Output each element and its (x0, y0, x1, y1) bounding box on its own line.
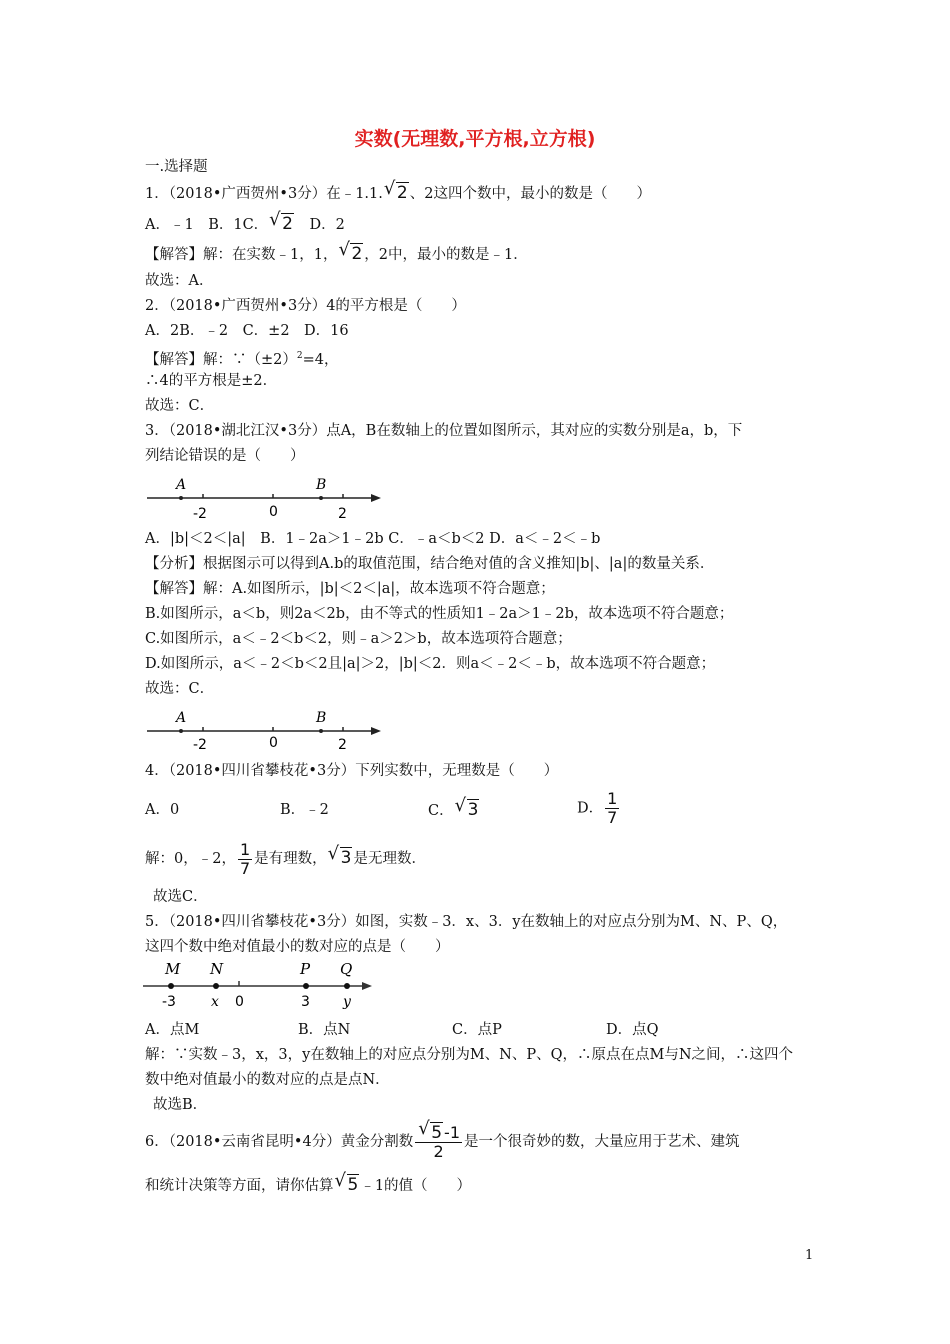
q2-answer-2: ∴4的平方根是±2． (145, 373, 278, 389)
q3-choice: 故选：C． (145, 681, 215, 697)
point-b (319, 496, 323, 500)
q1-options (145, 209, 345, 235)
tick-label-x: x (211, 994, 219, 1010)
label-q: Q (340, 960, 353, 978)
q4-ans-a: 解：0，﹣2， (145, 851, 236, 867)
sqrt-symbol: √ 2 (338, 239, 363, 264)
q4-opt-c-label: C． (428, 803, 454, 819)
q3-solution-2: B.如图所示，a＜b，则2a＜2b，由不等式的性质知1﹣2a＞1﹣2b，故本选项不符合题意； (145, 606, 734, 622)
point-n (213, 983, 219, 989)
sqrt-symbol: √ 2 (269, 209, 293, 234)
sqrt-arg: 5 (431, 1122, 443, 1143)
q5-opt-b: B．点N (298, 1022, 351, 1038)
frac-den: 7 (239, 858, 251, 878)
section-heading: 一.选择题 (145, 159, 208, 175)
q2-choice: 故选：C． (145, 398, 215, 414)
tick-label-0: 0 (269, 504, 278, 520)
label-n: N (210, 960, 224, 978)
q4-opt-d-label: D． (577, 800, 604, 817)
q4-stem: 4．（2018•四川省攀枝花•3分）下列实数中，无理数是（ ） (145, 763, 559, 779)
q5-choice: 故选B． (153, 1097, 208, 1113)
q5-stem-1: 5．（2018•四川省攀枝花•3分）如图，实数﹣3．x、3．y在数轴上的对应点分别为M、N、P、Q， (145, 914, 788, 930)
q5-solution-2: 数中绝对值最小的数对应的点是点N． (145, 1072, 390, 1088)
sqrt-arg: 2 (282, 214, 293, 234)
q2-ans-a: 【解答】解：∵（±2） (145, 351, 297, 368)
tick-label-neg2: -2 (193, 737, 207, 753)
page-number: 1 (805, 1248, 814, 1263)
q4-opt-c (428, 795, 480, 821)
q2-answer (145, 346, 338, 370)
fraction (238, 841, 252, 878)
q1-opt-b: D．2 (295, 217, 345, 233)
label-a: A (176, 477, 187, 493)
q5-opt-d: D．点Q (606, 1022, 659, 1038)
point-m (168, 983, 174, 989)
q2-stem: 2．（2018•广西贺州•3分）4的平方根是（ ） (145, 298, 466, 314)
sqrt-arg: 3 (467, 800, 479, 820)
frac-num-tail: -1 (444, 1122, 460, 1142)
q3-options: A．|b|＜2＜|a| B．1﹣2a＞1﹣2b C．﹣a＜b＜2 D．a＜﹣2＜﹣b (145, 531, 601, 547)
sqrt-symbol: √ 2 (383, 178, 408, 203)
q1-stem-a: 1．（2018•广西贺州•3分）在﹣1.1. (145, 186, 383, 202)
q6-stem-b: 是一个很奇妙的数，大量应用于艺术、建筑 (464, 1134, 740, 1150)
sqrt-symbol: √ 5 (418, 1117, 443, 1143)
sqrt-arg: 5 (347, 1175, 359, 1195)
point-a (179, 729, 183, 733)
sqrt-symbol: √ 5 (334, 1170, 359, 1195)
q6-stem2-b: ﹣1的值（ ） (360, 1178, 472, 1194)
frac-num: 1 (607, 789, 618, 808)
tick-label-2: 2 (338, 506, 347, 522)
q2-ans-b: =4， (302, 351, 339, 368)
q4-opt-a: A．0 (145, 802, 180, 818)
q1-ans-b: ，2中，最小的数是﹣1． (364, 247, 528, 263)
q1-stem (145, 178, 651, 204)
q6-stem-a: 6．（2018•云南省昆明•4分）黄金分割数 (145, 1134, 414, 1150)
tick-label-neg3: -3 (162, 994, 176, 1010)
q1-choice: 故选：A． (145, 273, 214, 289)
tick-label-0: 0 (235, 994, 244, 1010)
q5-solution-1: 解：∵实数﹣3，x，3，y在数轴上的对应点分别为M、N、P、Q，∴原点在点M与N之间，∴这四个 (145, 1047, 794, 1063)
fraction (605, 790, 619, 827)
q6-stem2-a: 和统计决策等方面，请你估算 (145, 1178, 334, 1194)
label-b: B (316, 710, 327, 726)
page-title: 实数(无理数,平方根,立方根) (354, 128, 596, 150)
q3-stem-1: 3．（2018•湖北江汉•3分）点A，B在数轴上的位置如图所示，其对应的实数分别是a，b，下 (145, 423, 743, 439)
q5-opt-a: A．点M (145, 1022, 200, 1038)
q6-stem-1 (145, 1117, 740, 1164)
axis-arrow (371, 727, 381, 735)
sqrt-arg: 3 (340, 848, 352, 868)
frac-num (415, 1117, 462, 1143)
label-a: A (176, 710, 187, 726)
q1-opt-a: A．﹣1 B．1C． (145, 217, 269, 233)
q3-solution-3: C.如图所示，a＜﹣2＜b＜2，则﹣a＞2＞b，故本选项符合题意； (145, 631, 572, 647)
sqrt-symbol: √ 3 (327, 843, 352, 868)
sqrt-arg: 2 (351, 244, 363, 264)
point-b (319, 729, 323, 733)
tick-label-y: y (343, 994, 351, 1010)
point-a (179, 496, 183, 500)
q3-solution-4: D.如图所示，a＜﹣2＜b＜2且|a|＞2，|b|＜2．则a＜﹣2＜﹣b，故本选项不符合题意； (145, 656, 716, 672)
q3-stem-2: 列结论错误的是（ ） (145, 448, 305, 464)
q4-opt-d (577, 790, 621, 827)
q4-opt-b: B．﹣2 (280, 802, 329, 818)
q4-solution (145, 838, 426, 879)
q2-options: A．2B．﹣2 C．±2 D．16 (145, 323, 349, 339)
q3-solution-1: 【解答】解：A.如图所示，|b|＜2＜|a|，故本选项不符合题意； (145, 581, 555, 597)
label-p: P (300, 960, 311, 978)
fraction (415, 1117, 462, 1161)
q3-number-line-1 (145, 472, 385, 522)
q1-answer (145, 239, 528, 265)
q4-ans-c: 是无理数． (353, 851, 426, 867)
label-b: B (316, 477, 327, 493)
q3-analysis: 【分析】根据图示可以得到A.b的取值范围，结合绝对值的含义推知|b|、|a|的数量关系． (145, 556, 715, 572)
tick-label-2: 2 (338, 737, 347, 753)
q2-exponent: 2 (296, 351, 303, 361)
tick-label-neg2: -2 (193, 506, 207, 522)
point-q (344, 983, 350, 989)
sqrt-symbol: √ 3 (454, 795, 479, 820)
axis-arrow (371, 494, 381, 502)
frac-den: 7 (607, 808, 618, 827)
q4-ans-b: 是有理数， (254, 851, 327, 867)
axis-arrow (362, 982, 372, 990)
tick-label-3: 3 (301, 994, 310, 1010)
q5-stem-2: 这四个数中绝对值最小的数对应的点是（ ） (145, 939, 450, 955)
q1-stem-b: 、2这四个数中，最小的数是（ ） (409, 186, 651, 202)
q1-ans-a: 【解答】解：在实数﹣1，1， (145, 247, 338, 263)
q3-number-line-2 (145, 705, 385, 755)
q4-choice: 故选C． (153, 889, 208, 905)
q5-opt-c: C．点P (452, 1022, 502, 1038)
label-m: M (165, 960, 181, 978)
sqrt-arg: 2 (396, 183, 408, 203)
frac-den: 2 (433, 1141, 444, 1161)
frac-num: 1 (239, 839, 251, 859)
point-p (303, 983, 309, 989)
tick-label-0: 0 (269, 735, 278, 751)
q5-number-line (140, 958, 380, 1013)
q6-stem-2 (145, 1170, 472, 1196)
